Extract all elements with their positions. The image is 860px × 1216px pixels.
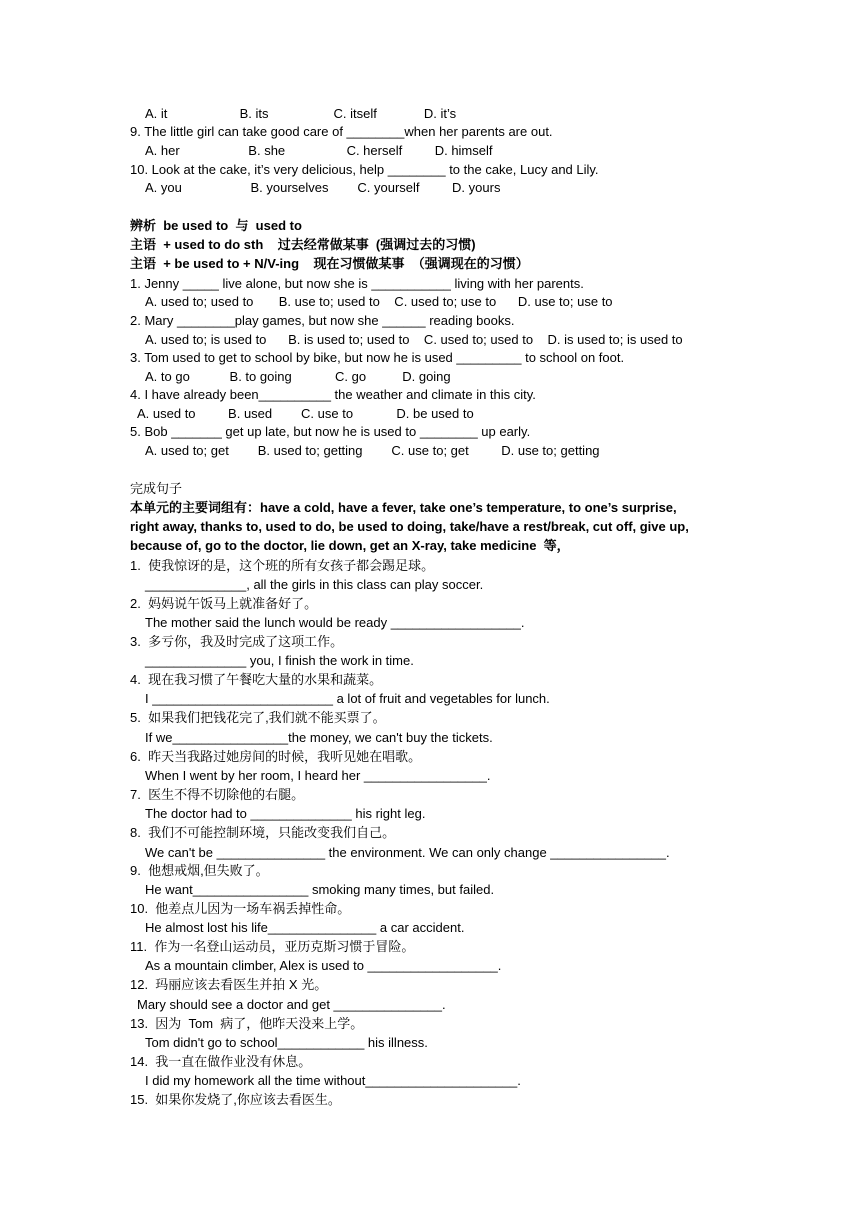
text-line: 10. 他差点儿因为一场车祸丢掉性命。	[130, 901, 351, 916]
text-line: 8. 我们不可能控制环境，只能改变我们自己。	[130, 825, 396, 840]
text-line: 本单元的主要词组有：have a cold, have a fever, take one’s temperature, to one’s surprise,	[130, 500, 677, 515]
text-line: 4. 现在我习惯了午餐吃大量的水果和蔬菜。	[130, 672, 383, 687]
text-line: A. used to; used to B. use to; used to C. used to; use to D. use to; use to	[145, 294, 613, 309]
text-line: As a mountain climber, Alex is used to __________________.	[145, 958, 502, 973]
text-line: 10. Look at the cake, it’s very delicious, help ________ to the cake, Lucy and Lily.	[130, 162, 599, 177]
text-line: 5. 如果我们把钱花完了,我们就不能买票了。	[130, 710, 386, 725]
text-line: The doctor had to ______________ his right leg.	[145, 806, 426, 821]
text-line: 主语 + be used to + N/V-ing 现在习惯做某事 （强调现在的习惯）	[130, 256, 529, 271]
text-line: 1. 使我惊讶的是，这个班的所有女孩子都会踢足球。	[130, 558, 435, 573]
text-line: 3. Tom used to get to school by bike, but now he is used _________ to school on foot.	[130, 350, 625, 365]
text-line: 1. Jenny _____ live alone, but now she is ___________ living with her parents.	[130, 276, 584, 291]
text-line: A. her B. she C. herself D. himself	[145, 143, 493, 158]
text-line: 9. The little girl can take good care of ________when her parents are out.	[130, 124, 553, 139]
text-line: ______________, all the girls in this class can play soccer.	[145, 577, 484, 592]
text-line: We can't be _______________ the environment. We can only change ________________.	[145, 845, 670, 860]
text-line: 12. 玛丽应该去看医生并拍 X 光。	[130, 977, 328, 992]
text-line: 13. 因为 Tom 病了，他昨天没来上学。	[130, 1016, 364, 1031]
text-line: A. to go B. to going C. go D. going	[145, 369, 451, 384]
text-line: because of, go to the doctor, lie down, get an X-ray, take medicine 等，	[130, 538, 570, 553]
text-line: The mother said the lunch would be ready __________________.	[145, 615, 525, 630]
text-line: Tom didn't go to school____________ his illness.	[145, 1035, 428, 1050]
text-line: 7. 医生不得不切除他的右腿。	[130, 787, 305, 802]
text-line: A. you B. yourselves C. yourself D. yours	[145, 180, 501, 195]
text-line: right away, thanks to, used to do, be used to doing, take/have a rest/break, cut off, give up,	[130, 519, 689, 534]
text-line: 辨析 be used to 与 used to	[130, 218, 302, 233]
text-line: A. used to B. used C. use to D. be used to	[137, 406, 474, 421]
text-line: 主语 + used to do sth 过去经常做某事 (强调过去的习惯)	[130, 237, 476, 252]
text-line: 2. Mary ________play games, but now she ______ reading books.	[130, 313, 515, 328]
text-line: A. it B. its C. itself D. it’s	[145, 106, 457, 121]
text-line: A. used to; is used to B. is used to; used to C. used to; used to D. is used to; is used to	[145, 332, 683, 347]
text-line: When I went by her room, I heard her _________________.	[145, 768, 491, 783]
text-line: I did my homework all the time without_____________________.	[145, 1073, 521, 1088]
text-line: 4. I have already been__________ the weather and climate in this city.	[130, 387, 536, 402]
text-line: 14. 我一直在做作业没有休息。	[130, 1054, 312, 1069]
text-line: 11. 作为一名登山运动员，亚历克斯习惯于冒险。	[130, 939, 415, 954]
text-line: 15. 如果你发烧了,你应该去看医生。	[130, 1092, 341, 1107]
text-line: If we________________the money, we can't buy the tickets.	[145, 730, 493, 745]
text-line: I _________________________ a lot of fruit and vegetables for lunch.	[145, 691, 550, 706]
text-line: 完成句子	[130, 481, 183, 496]
text-line: ______________ you, I finish the work in time.	[145, 653, 414, 668]
text-line: A. used to; get B. used to; getting C. use to; get D. use to; getting	[145, 443, 600, 458]
text-line: 3. 多亏你，我及时完成了这项工作。	[130, 634, 344, 649]
text-line: 9. 他想戒烟,但失败了。	[130, 863, 269, 878]
text-line: He want________________ smoking many times, but failed.	[145, 882, 495, 897]
text-line: He almost lost his life_______________ a car accident.	[145, 920, 465, 935]
text-line: 2. 妈妈说午饭马上就准备好了。	[130, 596, 318, 611]
text-line: 6. 昨天当我路过她房间的时候，我听见她在唱歌。	[130, 749, 422, 764]
text-line: 5. Bob _______ get up late, but now he is used to ________ up early.	[130, 424, 531, 439]
text-line: Mary should see a doctor and get _______________.	[137, 997, 446, 1012]
